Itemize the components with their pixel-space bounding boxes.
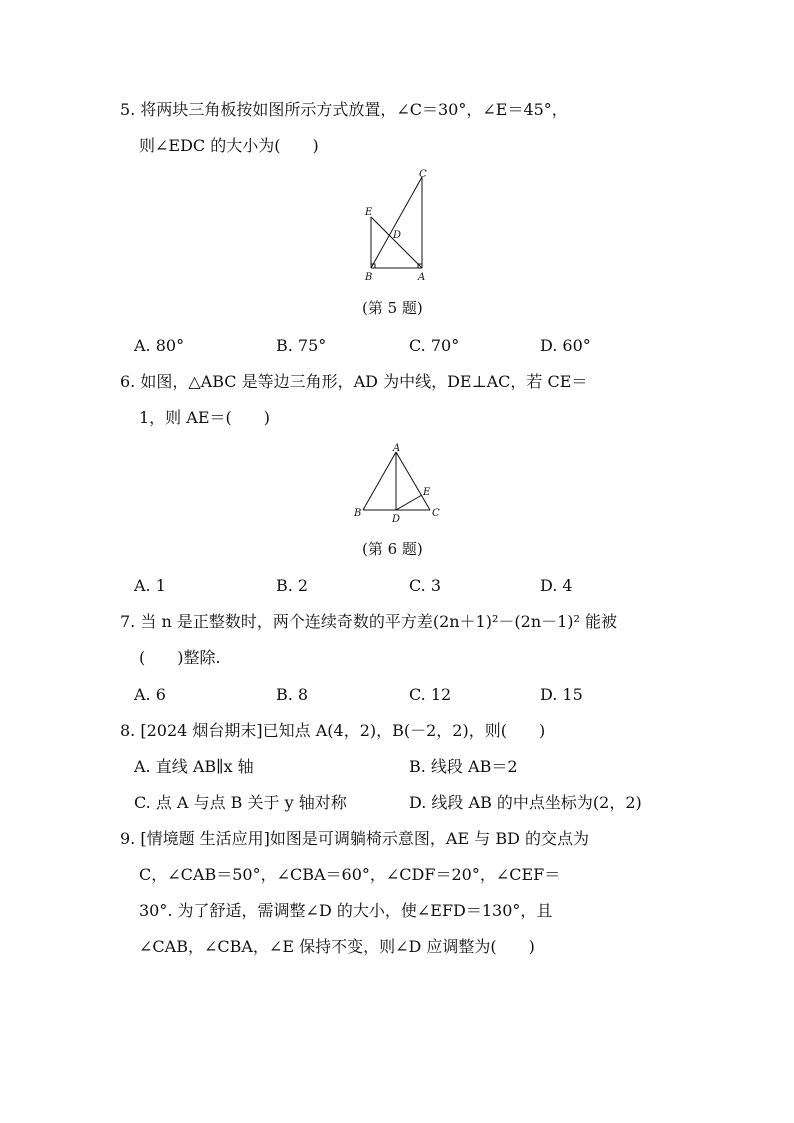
q9-line-3: 30°. 为了舒适，需调整∠D 的大小，使∠EFD＝130°，且	[139, 901, 553, 920]
q6-caption: (第 6 题)	[362, 540, 423, 558]
q5-caption: (第 5 题)	[362, 299, 423, 317]
q5-option-c: C. 70°	[409, 336, 460, 355]
q8-option-b: B. 线段 AB＝2	[409, 757, 518, 776]
q5-option-a: A. 80°	[134, 336, 185, 355]
q5-label-d: D	[393, 230, 402, 241]
q5-segment-bc	[371, 177, 422, 268]
q6-option-d: D. 4	[540, 576, 573, 595]
q8-option-a: A. 直线 AB∥x 轴	[134, 757, 254, 776]
q7-option-a: A. 6	[134, 685, 166, 704]
q6-label-c: C	[432, 508, 440, 519]
q6-label-d: D	[392, 514, 401, 525]
q6-option-a: A. 1	[134, 576, 166, 595]
q6-label-e: E	[423, 487, 431, 498]
q6-segment-de	[396, 495, 422, 510]
q8-line-1: 8. [2024 烟台期末]已知点 A(4，2)，B(－2，2)，则( )	[120, 721, 546, 740]
q5-label-e: E	[365, 207, 373, 218]
q6-line-2: 1，则 AE＝( )	[139, 408, 270, 427]
q9-line-4: ∠CAB，∠CBA，∠E 保持不变，则∠D 应调整为( )	[139, 937, 535, 956]
q6-figure	[348, 440, 448, 525]
q5-line-1: 5. 将两块三角板按如图所示方式放置，∠C＝30°，∠E＝45°，	[120, 100, 568, 119]
q5-option-b: B. 75°	[276, 336, 327, 355]
q5-line-2: 则∠EDC 的大小为( )	[139, 136, 319, 155]
q9-line-2: C，∠CAB＝50°，∠CBA＝60°，∠CDF＝20°，∠CEF＝	[139, 865, 561, 884]
q7-line-1: 7. 当 n 是正整数时，两个连续奇数的平方差(2n＋1)²－(2n－1)² 能被	[120, 612, 618, 631]
q6-segment-ab	[363, 452, 396, 510]
q5-segment-ea	[371, 217, 422, 268]
q5-label-c: C	[419, 169, 427, 180]
q7-option-c: C. 12	[409, 685, 452, 704]
q9-line-1: 9. [情境题 生活应用]如图是可调躺椅示意图，AE 与 BD 的交点为	[120, 829, 590, 848]
q5-label-b: B	[365, 272, 373, 283]
q8-option-c: C. 点 A 与点 B 关于 y 轴对称	[134, 793, 347, 812]
q8-option-d: D. 线段 AB 的中点坐标为(2，2)	[409, 793, 642, 812]
q6-label-b: B	[354, 508, 362, 519]
q7-option-b: B. 8	[276, 685, 309, 704]
q5-label-a: A	[418, 272, 426, 283]
q6-segment-ac	[396, 452, 430, 510]
q7-line-2: ( )整除.	[139, 648, 221, 667]
q5-option-d: D. 60°	[540, 336, 591, 355]
q6-option-c: C. 3	[409, 576, 442, 595]
q6-option-b: B. 2	[276, 576, 309, 595]
q6-label-a: A	[393, 443, 401, 454]
q6-line-1: 6. 如图，△ABC 是等边三角形，AD 为中线，DE⊥AC，若 CE＝	[120, 372, 588, 391]
q5-figure	[355, 165, 440, 285]
q7-option-d: D. 15	[540, 685, 583, 704]
